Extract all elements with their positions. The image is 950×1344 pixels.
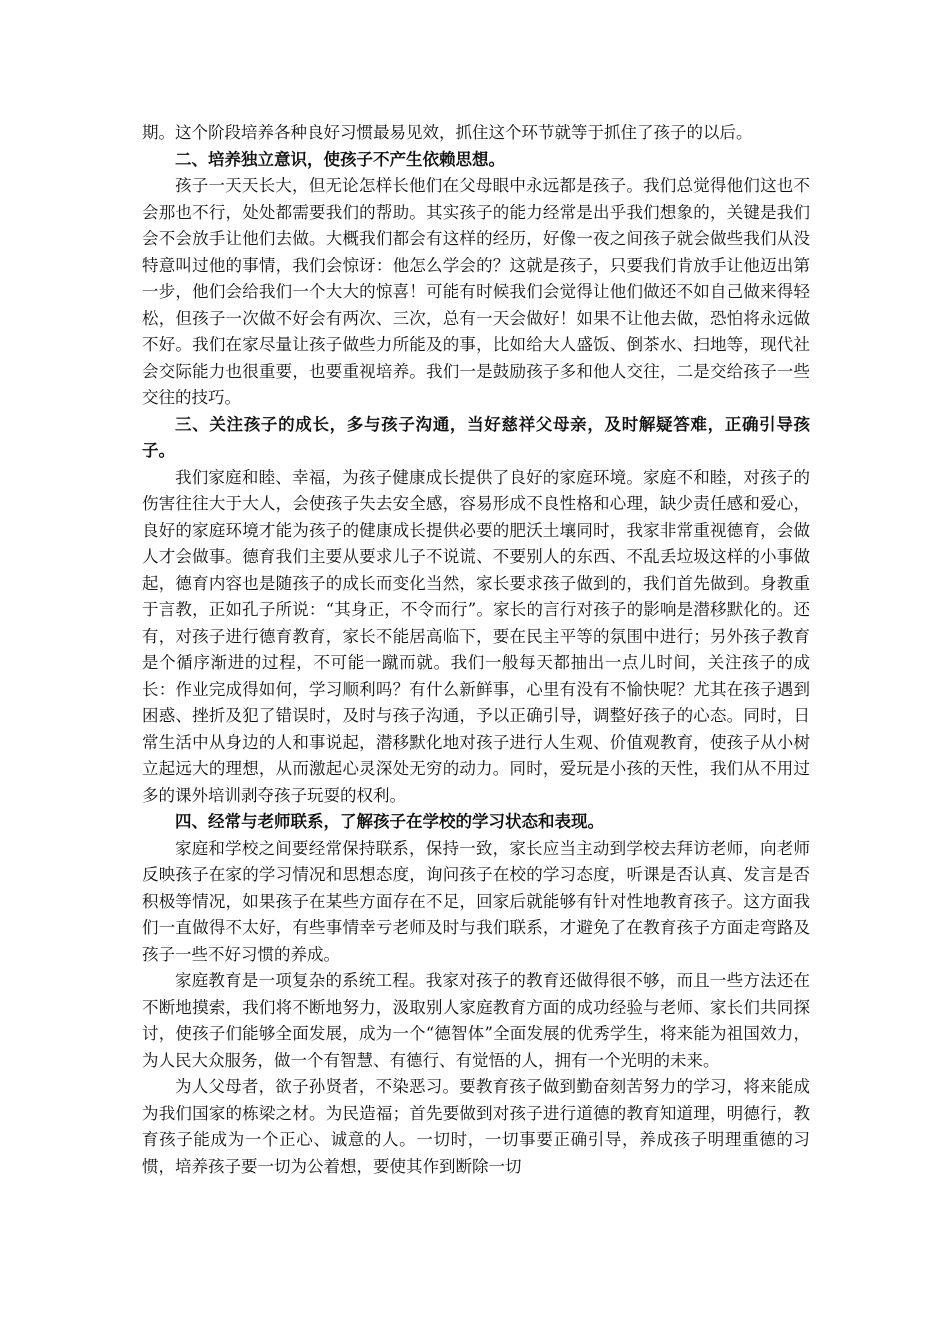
section-heading-4: 四、经常与老师联系，了解孩子在学校的学习状态和表现。 bbox=[175, 812, 604, 831]
section-heading-2: 二、培养独立意识，使孩子不产生依赖思想。 bbox=[175, 149, 505, 169]
paragraph-continuation: 期。这个阶段培养各种良好习惯最易见效，抓住这个环节就等于抓住了孩子的以后。 bbox=[142, 123, 753, 142]
paragraph-family-education: 家庭教育是一项复杂的系统工程。我家对孩子的教育还做得很不够，而且一些方法还在不断地摸索，我们将不断地努力，汲取别人家庭教育方面的成功经验与老师、家长们共同探讨，使孩子们能够全面发展，成为一个“德智体”全面发展的优秀学生，将来能为祖国效力，为人民大众服务，做一个有智慧、有德行、有觉悟的人，拥有一个光明的未来。 bbox=[142, 971, 810, 1070]
section-heading-3: 三、关注孩子的成长，多与孩子沟通，当好慈祥父母亲，及时解疑答难，正确引导孩子。 bbox=[142, 414, 810, 460]
paragraph-parents: 为人父母者，欲子孙贤者，不染恶习。要教育孩子做到勤奋刻苦努力的学习，将来能成为我们国家的栋梁之材。为民造福；首先要做到对孩子进行道德的教育知道理，明德行，教育孩子能成为一个正心、诚意的人。一切时，一切事要正确引导，养成孩子明理重德的习惯，培养孩子要一切为公着想，要使其作到断除一切 bbox=[142, 1077, 810, 1176]
document-page bbox=[142, 120, 810, 1180]
paragraph-growth: 我们家庭和睦、幸福，为孩子健康成长提供了良好的家庭环境。家庭不和睦，对孩子的伤害往往大于大人，会使孩子失去安全感，容易形成不良性格和心理，缺少责任感和爱心，良好的家庭环境才能为孩子的健康成长提供必要的肥沃土壤同时，我家非常重视德育，会做人才会做事。德育我们主要从要求儿子不说谎、不要别人的东西、不乱丢垃圾这样的小事做起，德育内容也是随孩子的成长而变化当然，家长要求孩子做到的，我们首先做到。身教重于言教，正如孔子所说：“其身正，不令而行”。家长的言行对孩子的影响是潜移默化的。还有，对孩子进行德育教育，家长不能居高临下，要在民主平等的氛围中进行；另外孩子教育是个循序渐进的过程，不可能一蹴而就。我们一般每天都抽出一点儿时间，关注孩子的成长：作业完成得如何，学习顺利吗？有什么新鲜事，心里有没有不愉快呢？尤其在孩子遇到困惑、挫折及犯了错误时，及时与孩子沟通，予以正确引导，调整好孩子的心态。同时，日常生活中从身边的人和事说起，潜移默化地对孩子进行人生观、价值观教育，使孩子从小树立起远大的理想，从而激起心灵深处无穷的动力。同时，爱玩是小孩的天性，我们从不用过多的课外培训剥夺孩子玩耍的权利。 bbox=[142, 467, 810, 805]
paragraph-teacher-contact: 家庭和学校之间要经常保持联系，保持一致，家长应当主动到学校去拜访老师，向老师反映孩子在家的学习情况和思想态度，询问孩子在校的学习态度，听课是否认真、发言是否积极等情况，如果孩子在某些方面存在不足，回家后就能够有针对性地教育孩子。这方面我们一直做得不太好，有些事情幸亏老师及时与我们联系，才避免了在教育孩子方面走弯路及孩子一些不好习惯的养成。 bbox=[142, 838, 810, 964]
paragraph-independence: 孩子一天天长大，但无论怎样长他们在父母眼中永远都是孩子。我们总觉得他们这也不会那也不行，处处都需要我们的帮助。其实孩子的能力经常是出乎我们想象的，关键是我们会不会放手让他们去做。大概我们都会有这样的经历，好像一夜之间孩子就会做些我们从没特意叫过他的事情，我们会惊讶：他怎么学会的？这就是孩子，只要我们肯放手让他迈出第一步，他们会给我们一个大大的惊喜！可能有时候我们会觉得让他们做还不如自己做来得轻松，但孩子一次做不好会有两次、三次，总有一天会做好！如果不让他去做，恐怕将永远做不好。我们在家尽量让孩子做些力所能及的事，比如给大人盛饭、倒茶水、扫地等，现代社会交际能力也很重要，也要重视培养。我们一是鼓励孩子多和他人交往，二是交给孩子一些交往的技巧。 bbox=[142, 176, 810, 407]
